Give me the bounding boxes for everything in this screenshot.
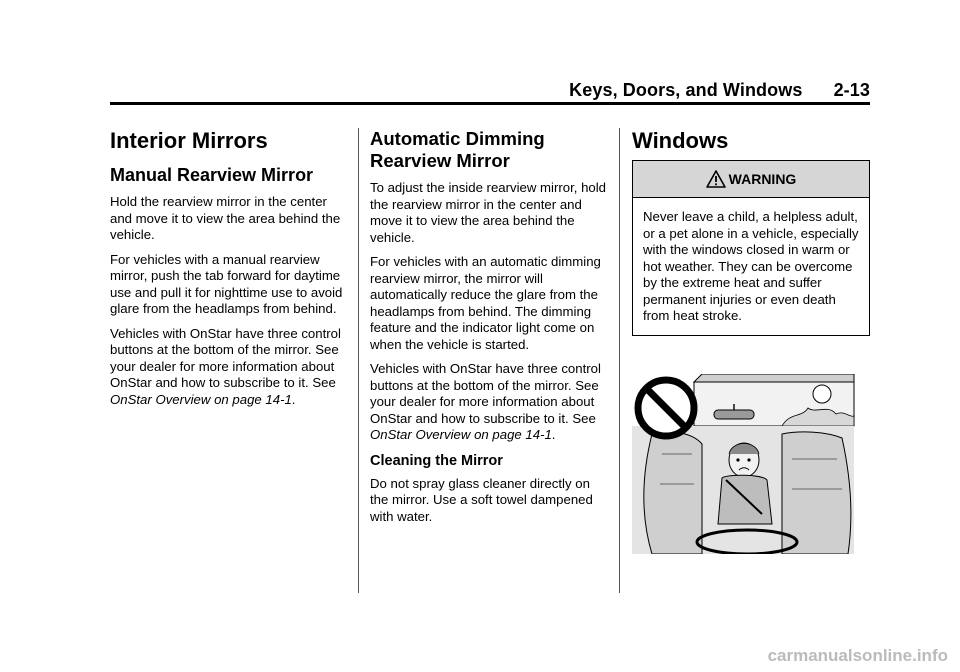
warning-text: Never leave a child, a helpless adult, or a pet alone in a vehicle, especially with the windows closed in warm or hot weather. They can be overcome by the extreme heat and suffer permanent injuries or even death from heat stroke. bbox=[643, 209, 859, 323]
warning-triangle-icon bbox=[706, 170, 726, 188]
column-3 bbox=[632, 128, 870, 336]
warning-body bbox=[633, 198, 869, 335]
subsection-title-manual-mirror: Manual Rearview Mirror bbox=[110, 165, 314, 185]
paragraph: For vehicles with an automatic dimming rearview mirror, the mirror will automatically reduce the glare from the headlamps from behind. The dimming feature and the indicator light come on when the vehicle is started. bbox=[370, 254, 601, 352]
subsection-title-auto-dimming: Automatic Dimming Rearview Mirror bbox=[370, 128, 545, 171]
warning-header bbox=[633, 161, 869, 198]
child-in-car-illustration bbox=[632, 374, 860, 554]
paragraph: Vehicles with OnStar have three control buttons at the bottom of the mirror. See your dealer for more information about OnStar and how to subscribe to it. See OnStar Overview on page 14-1. bbox=[110, 325, 341, 407]
page-header bbox=[110, 80, 870, 101]
paragraph: Vehicles with OnStar have three control buttons at the bottom of the mirror. See your dealer for more information about OnStar and how to subscribe to it. See OnStar Overview on page 14-1. bbox=[370, 361, 601, 442]
prohibition-icon bbox=[638, 380, 694, 436]
column-1 bbox=[110, 128, 348, 416]
paragraph: Do not spray glass cleaner directly on the mirror. Use a soft towel dampened with water. bbox=[370, 475, 593, 524]
subsection-title-cleaning: Cleaning the Mirror bbox=[370, 452, 503, 469]
cross-reference-link[interactable]: OnStar Overview on page 14-1 bbox=[110, 391, 292, 407]
header-rule bbox=[110, 102, 870, 105]
column-divider-1 bbox=[358, 128, 359, 593]
column-2 bbox=[370, 128, 608, 533]
watermark: carmanualsonline.info bbox=[767, 646, 948, 665]
paragraph: To adjust the inside rearview mirror, hold the rearview mirror in the center and move it to view the area behind the vehicle. bbox=[370, 180, 607, 245]
paragraph: Hold the rearview mirror in the center and move it to view the area behind the vehicle. bbox=[110, 194, 341, 242]
section-title-interior-mirrors: Interior Mirrors bbox=[110, 128, 268, 153]
section-title-windows: Windows bbox=[632, 128, 729, 153]
page-number: 2-13 bbox=[833, 80, 870, 100]
cross-reference-link[interactable]: OnStar Overview on page 14-1 bbox=[370, 427, 552, 442]
warning-label: WARNING bbox=[728, 171, 797, 187]
running-title: Keys, Doors, and Windows bbox=[569, 80, 803, 100]
paragraph: For vehicles with a manual rearview mirror, push the tab forward for daytime use and pull it for nighttime use to avoid glare from the headlamps from behind. bbox=[110, 251, 343, 316]
column-divider-2 bbox=[619, 128, 620, 593]
warning-box bbox=[632, 160, 870, 336]
